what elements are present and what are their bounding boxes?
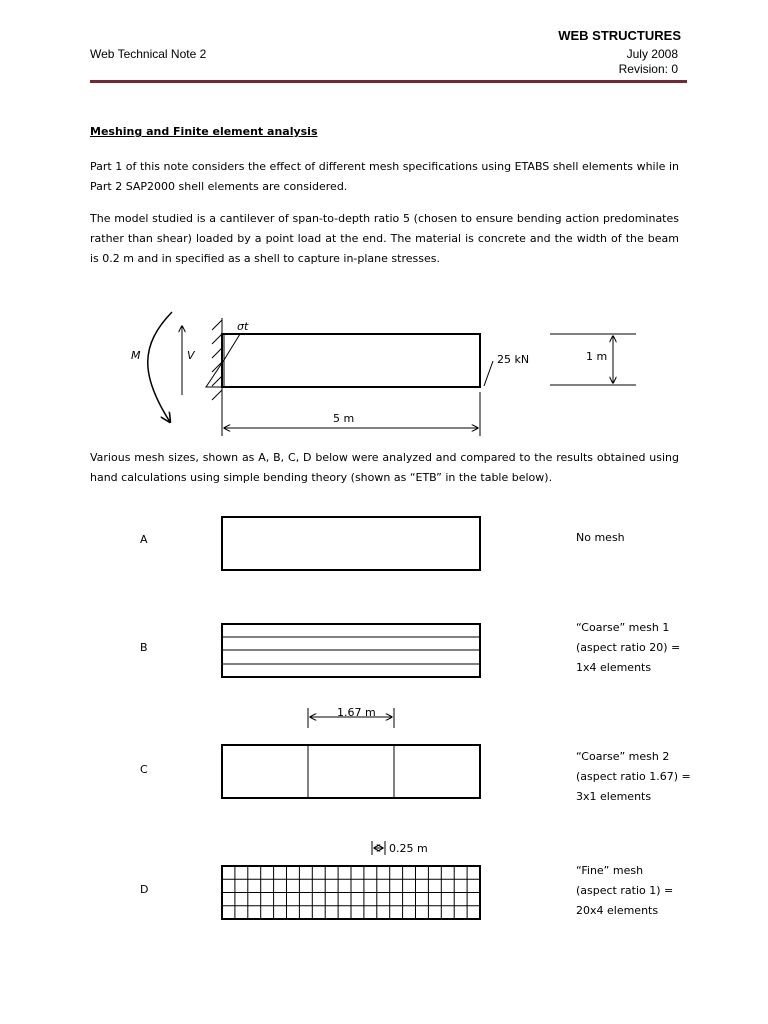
span-label: 5 m bbox=[333, 412, 355, 425]
note-date: July 2008 bbox=[626, 47, 678, 61]
moment-arrow bbox=[148, 312, 172, 422]
shear-label: V bbox=[187, 349, 195, 362]
moment-label: M bbox=[131, 349, 141, 362]
mesh-a bbox=[222, 517, 480, 570]
mesh-a-caption bbox=[576, 528, 696, 548]
caption-line: “Fine” mesh bbox=[576, 864, 644, 877]
mesh-c-dimension-label: 1.67 m bbox=[337, 706, 376, 719]
depth-label: 1 m bbox=[586, 350, 608, 363]
caption-line: “Coarse” mesh 2 bbox=[576, 750, 670, 763]
mesh-b-letter: B bbox=[140, 641, 148, 654]
mesh-c-caption bbox=[576, 747, 696, 807]
caption-line: No mesh bbox=[576, 531, 625, 544]
caption-line: (aspect ratio 1.67) = bbox=[576, 770, 691, 783]
caption-line: (aspect ratio 20) = bbox=[576, 641, 681, 654]
beam bbox=[222, 334, 480, 387]
paragraph-2: The model studied is a cantilever of span-to-depth ratio 5 (chosen to ensure bending action predominates rather than shear) loaded by a point load at the end. The material is concrete and the width of the beam is 0.2 m and in specified as a shell to capture in-plane stresses. bbox=[90, 212, 679, 265]
cantilever-diagram bbox=[0, 0, 768, 450]
note-title: Web Technical Note 2 bbox=[90, 47, 207, 61]
load-label: 25 kN bbox=[497, 353, 530, 366]
caption-line: 20x4 elements bbox=[576, 904, 659, 917]
mesh-c bbox=[222, 745, 480, 798]
caption-line: “Coarse” mesh 1 bbox=[576, 621, 670, 634]
mesh-b-caption bbox=[576, 618, 696, 678]
point-load-arrow bbox=[484, 361, 493, 386]
caption-line: 1x4 elements bbox=[576, 661, 652, 674]
mesh-d-grid bbox=[222, 866, 480, 919]
mesh-a-letter: A bbox=[140, 533, 148, 546]
caption-line: (aspect ratio 1) = bbox=[576, 884, 674, 897]
section-heading: Meshing and Finite element analysis bbox=[90, 125, 318, 138]
company-name: WEB STRUCTURES bbox=[558, 28, 681, 43]
stress-label: σt bbox=[237, 320, 249, 333]
paragraph-1: Part 1 of this note considers the effect of different mesh specifications using ETABS shell elements while in Part 2 SAP2000 shell elements are considered. bbox=[90, 160, 679, 193]
note-revision: Revision: 0 bbox=[618, 62, 678, 76]
paragraph-3: Various mesh sizes, shown as A, B, C, D below were analyzed and compared to the results obtained using hand calculations using simple bending theory (shown as “ETB” in the table below). bbox=[90, 451, 679, 484]
mesh-c-lines bbox=[308, 745, 394, 798]
mesh-d-dimension-label: 0.25 m bbox=[389, 842, 428, 855]
fixed-support bbox=[212, 318, 222, 400]
mesh-b-lines bbox=[222, 637, 480, 664]
caption-line: 3x1 elements bbox=[576, 790, 652, 803]
mesh-c-letter: C bbox=[140, 763, 148, 776]
mesh-d-letter: D bbox=[140, 883, 149, 896]
mesh-d-caption bbox=[576, 861, 696, 921]
